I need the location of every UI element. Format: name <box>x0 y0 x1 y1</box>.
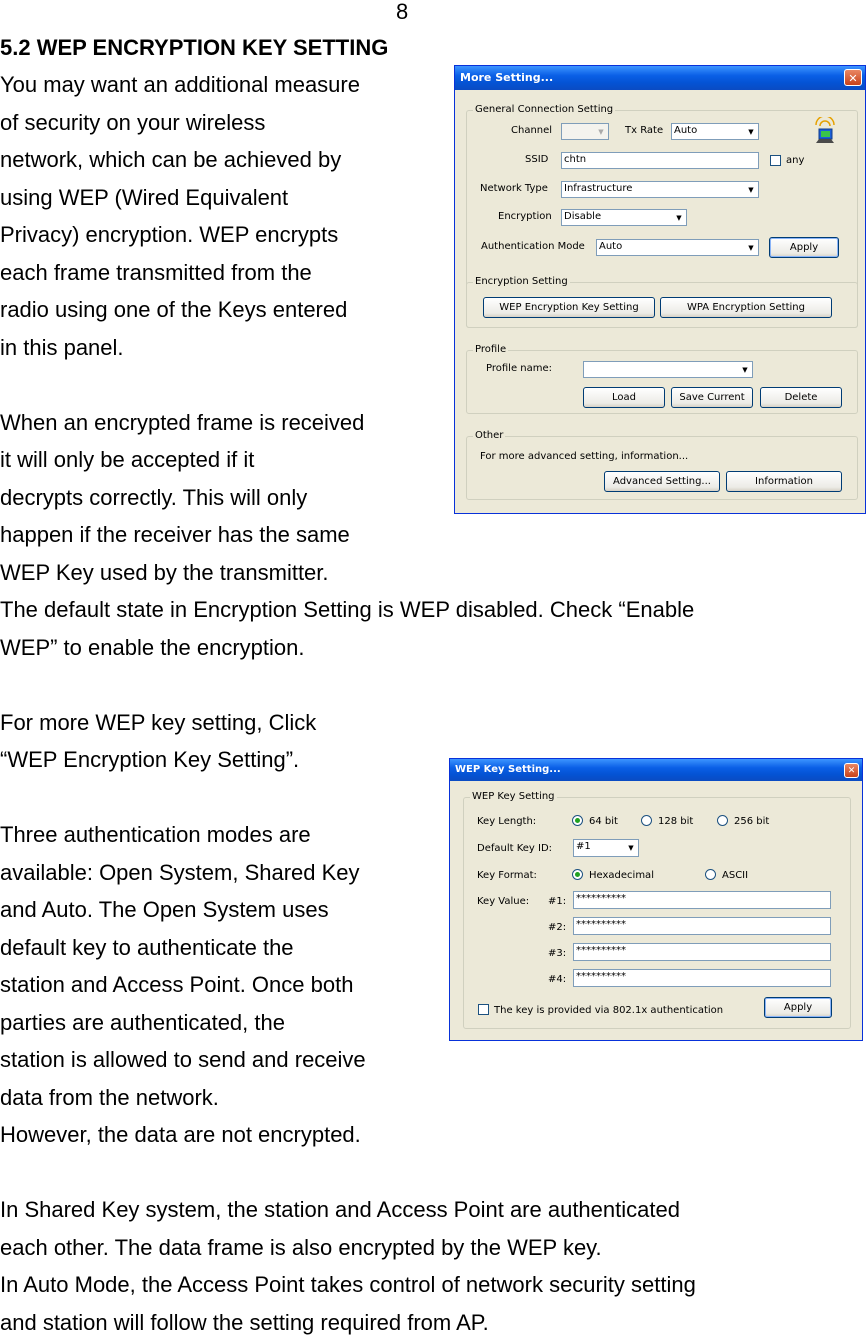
apply-button[interactable]: Apply <box>769 237 839 258</box>
section-heading: 5.2 WEP ENCRYPTION KEY SETTING <box>0 35 388 61</box>
text-line: Privacy) encryption. WEP encrypts <box>0 216 696 254</box>
key-length-128-radio[interactable] <box>641 815 652 826</box>
wep-key-group <box>463 797 851 1029</box>
page-number: 8 <box>396 0 408 24</box>
wpa-encryption-setting-button[interactable]: WPA Encryption Setting <box>660 297 832 318</box>
text-line: When an encrypted frame is received <box>0 404 696 442</box>
text-line: of security on your wireless <box>0 104 696 142</box>
key-format-label: Key Format: <box>477 870 537 882</box>
wep-key-setting-dialog <box>449 758 863 1041</box>
text-line: In Shared Key system, the station and Access Point are authenticated <box>0 1191 696 1229</box>
channel-select[interactable] <box>561 123 609 140</box>
chevron-down-icon: ▼ <box>745 125 757 138</box>
advanced-setting-button[interactable]: Advanced Setting... <box>604 471 720 492</box>
profile-group <box>466 350 858 414</box>
group-label: Encryption Setting <box>473 275 570 289</box>
chevron-down-icon: ▼ <box>745 183 757 196</box>
key-id-label: #4: <box>548 974 566 986</box>
any-label: any <box>786 155 804 167</box>
text-line: and Auto. The Open System uses <box>0 891 696 929</box>
ascii-label: ASCII <box>722 870 748 882</box>
dot1x-checkbox[interactable] <box>478 1004 489 1015</box>
text-line: data from the network. <box>0 1079 696 1117</box>
txrate-label: Tx Rate <box>625 125 663 137</box>
key-value-label: Key Value: <box>477 896 529 908</box>
ascii-radio[interactable] <box>705 869 716 880</box>
other-info-text: For more advanced setting, information... <box>480 451 688 463</box>
key-id-label: #2: <box>548 922 566 934</box>
close-button[interactable]: ✕ <box>844 763 859 778</box>
information-button[interactable]: Information <box>726 471 842 492</box>
key-value-input-3[interactable]: ********** <box>573 943 831 961</box>
text-line: using WEP (Wired Equivalent <box>0 179 696 217</box>
other-group <box>466 436 858 500</box>
text-line: station is allowed to send and receive <box>0 1041 696 1079</box>
wireless-network-icon <box>812 117 838 145</box>
text-line: station and Access Point. Once both <box>0 966 696 1004</box>
key-id-label: #3: <box>548 948 566 960</box>
text-line: in this panel. <box>0 329 696 367</box>
delete-button[interactable]: Delete <box>760 387 842 408</box>
hex-radio[interactable] <box>572 869 583 880</box>
key-length-128-label: 128 bit <box>658 816 693 828</box>
text-line <box>0 666 696 704</box>
text-line: network, which can be achieved by <box>0 141 696 179</box>
key-id-label: #1: <box>548 896 566 908</box>
encryption-setting-group <box>466 282 858 328</box>
chevron-down-icon: ▼ <box>673 211 685 224</box>
key-length-256-radio[interactable] <box>717 815 728 826</box>
wep-encryption-key-setting-button[interactable]: WEP Encryption Key Setting <box>483 297 655 318</box>
key-length-64-radio[interactable] <box>572 815 583 826</box>
key-length-64-label: 64 bit <box>589 816 618 828</box>
close-button[interactable]: ✕ <box>844 69 862 86</box>
channel-label: Channel <box>511 125 552 137</box>
text-line: You may want an additional measure <box>0 66 696 104</box>
txrate-select[interactable] <box>671 123 759 140</box>
ssid-input[interactable]: chtn <box>561 152 759 169</box>
default-key-value: #1 <box>576 841 591 852</box>
ssid-label: SSID <box>525 154 548 166</box>
group-label: Other <box>473 429 505 443</box>
auth-mode-value: Auto <box>599 241 622 252</box>
chevron-down-icon: ▼ <box>625 841 637 855</box>
encryption-label: Encryption <box>498 211 552 223</box>
apply-button[interactable]: Apply <box>764 997 832 1018</box>
text-line: default key to authenticate the <box>0 929 696 967</box>
auth-mode-select[interactable] <box>596 239 759 256</box>
group-label: WEP Key Setting <box>470 790 557 804</box>
text-line: WEP” to enable the encryption. <box>0 629 696 667</box>
key-length-label: Key Length: <box>477 816 536 828</box>
network-type-label: Network Type <box>480 183 548 195</box>
any-checkbox[interactable] <box>770 155 781 166</box>
text-line: and station will follow the setting required from AP. <box>0 1304 696 1341</box>
hex-label: Hexadecimal <box>589 870 654 882</box>
text-line: available: Open System, Shared Key <box>0 854 696 892</box>
text-line: Three authentication modes are <box>0 816 696 854</box>
save-current-button[interactable]: Save Current <box>671 387 753 408</box>
default-key-label: Default Key ID: <box>477 843 552 855</box>
text-line: “WEP Encryption Key Setting”. <box>0 741 696 779</box>
dot1x-label: The key is provided via 802.1x authentication <box>494 1005 723 1017</box>
key-length-256-label: 256 bit <box>734 816 769 828</box>
chevron-down-icon: ▼ <box>595 125 607 138</box>
group-label: General Connection Setting <box>473 103 615 117</box>
text-line: each other. The data frame is also encrypted by the WEP key. <box>0 1229 696 1267</box>
text-line: parties are authenticated, the <box>0 1004 696 1042</box>
text-line: each frame transmitted from the <box>0 254 696 292</box>
txrate-value: Auto <box>674 125 697 136</box>
auth-mode-label: Authentication Mode <box>481 241 585 253</box>
text-line: In Auto Mode, the Access Point takes control of network security setting <box>0 1266 696 1304</box>
key-value-input-2[interactable]: ********** <box>573 917 831 935</box>
text-line: However, the data are not encrypted. <box>0 1116 696 1154</box>
profile-name-label: Profile name: <box>486 363 552 375</box>
more-setting-dialog <box>454 65 866 514</box>
group-label: Profile <box>473 343 508 357</box>
dialog-title: More Setting... <box>455 66 865 90</box>
text-line <box>0 1154 696 1192</box>
network-type-value: Infrastructure <box>564 183 632 194</box>
default-key-select[interactable] <box>573 839 639 857</box>
encryption-value: Disable <box>564 211 601 222</box>
text-line: decrypts correctly. This will only <box>0 479 696 517</box>
key-value-input-1[interactable]: ********** <box>573 891 831 909</box>
load-button[interactable]: Load <box>583 387 665 408</box>
text-line: WEP Key used by the transmitter. <box>0 554 696 592</box>
key-value-input-4[interactable]: ********** <box>573 969 831 987</box>
text-line: For more WEP key setting, Click <box>0 704 696 742</box>
text-line: happen if the receiver has the same <box>0 516 696 554</box>
network-type-select[interactable] <box>561 181 759 198</box>
profile-name-select[interactable] <box>583 361 753 378</box>
text-line: The default state in Encryption Setting is WEP disabled. Check “Enable <box>0 591 696 629</box>
encryption-select[interactable] <box>561 209 687 226</box>
chevron-down-icon: ▼ <box>745 241 757 254</box>
text-line: it will only be accepted if it <box>0 441 696 479</box>
dialog-title: WEP Key Setting... <box>450 759 862 781</box>
text-line: radio using one of the Keys entered <box>0 291 696 329</box>
chevron-down-icon: ▼ <box>739 363 751 376</box>
